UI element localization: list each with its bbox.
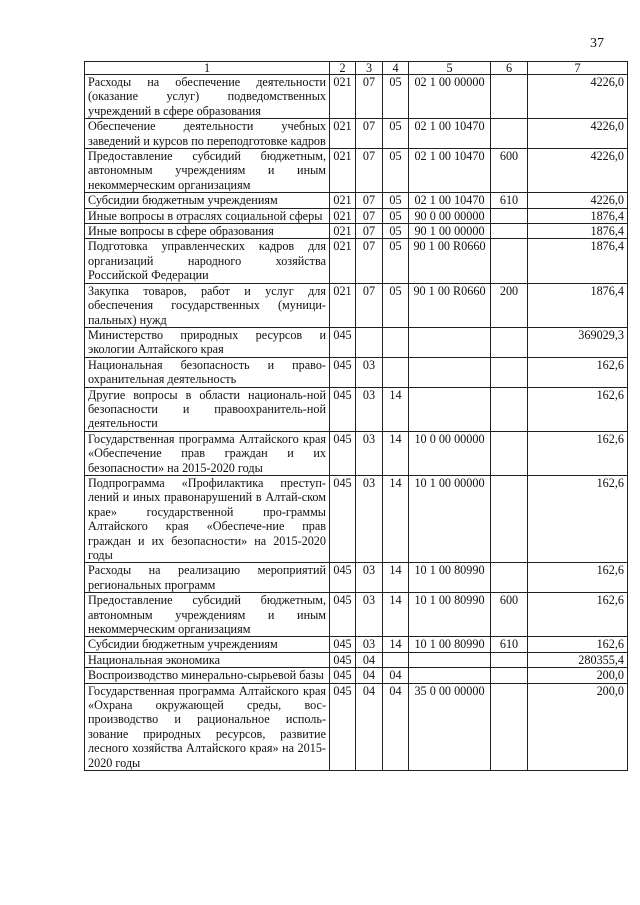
ministry-code: 045 bbox=[330, 668, 356, 683]
table-row bbox=[85, 652, 628, 667]
expense-type-code bbox=[491, 563, 528, 593]
target-article-code: 10 1 00 80990 bbox=[409, 637, 491, 652]
section-code: 07 bbox=[356, 149, 383, 193]
amount: 200,0 bbox=[528, 683, 628, 770]
amount: 4226,0 bbox=[528, 149, 628, 193]
expense-name: Подпрограмма «Профилактика преступ-лений и иных правонарушений в Алтай-ском крае» государственной про-граммы Алтайского края «Обеспече-ние прав граждан и их безопасности» на 2015-2020 годы bbox=[85, 475, 330, 562]
ministry-code: 021 bbox=[330, 149, 356, 193]
amount: 1876,4 bbox=[528, 208, 628, 223]
target-article-code: 10 1 00 80990 bbox=[409, 593, 491, 637]
subsection-code: 05 bbox=[383, 224, 409, 239]
amount: 280355,4 bbox=[528, 652, 628, 667]
amount: 1876,4 bbox=[528, 224, 628, 239]
column-header: 7 bbox=[528, 62, 628, 75]
column-header: 4 bbox=[383, 62, 409, 75]
subsection-code: 04 bbox=[383, 683, 409, 770]
expense-name: Субсидии бюджетным учреждениям bbox=[85, 637, 330, 652]
amount: 1876,4 bbox=[528, 283, 628, 327]
expense-type-code bbox=[491, 387, 528, 431]
table-row bbox=[85, 475, 628, 562]
subsection-code bbox=[383, 652, 409, 667]
target-article-code: 90 1 00 00000 bbox=[409, 224, 491, 239]
column-header: 2 bbox=[330, 62, 356, 75]
expense-name: Расходы на обеспечение деятельности (оказание услуг) подведомственных учреждений в сфере образования bbox=[85, 75, 330, 119]
amount: 162,6 bbox=[528, 593, 628, 637]
expense-name: Расходы на реализацию мероприятий региональных программ bbox=[85, 563, 330, 593]
target-article-code: 02 1 00 10470 bbox=[409, 193, 491, 208]
expense-name: Национальная безопасность и право-охранительная деятельность bbox=[85, 357, 330, 387]
table-row bbox=[85, 119, 628, 149]
expense-name: Государственная программа Алтайского края «Обеспечение прав граждан и их безопасности» на 2015-2020 годы bbox=[85, 431, 330, 475]
subsection-code: 05 bbox=[383, 208, 409, 223]
ministry-code: 021 bbox=[330, 119, 356, 149]
ministry-code: 045 bbox=[330, 637, 356, 652]
table-row bbox=[85, 75, 628, 119]
expense-name: Воспроизводство минерально-сырьевой базы bbox=[85, 668, 330, 683]
target-article-code: 10 1 00 80990 bbox=[409, 563, 491, 593]
subsection-code: 14 bbox=[383, 593, 409, 637]
table-row bbox=[85, 668, 628, 683]
expense-name: Министерство природных ресурсов и экологии Алтайского края bbox=[85, 327, 330, 357]
amount: 162,6 bbox=[528, 357, 628, 387]
expense-type-code bbox=[491, 224, 528, 239]
expense-type-code bbox=[491, 683, 528, 770]
expense-name: Обеспечение деятельности учебных заведений и курсов по переподготовке кадров bbox=[85, 119, 330, 149]
target-article-code: 10 0 00 00000 bbox=[409, 431, 491, 475]
expense-type-code: 600 bbox=[491, 593, 528, 637]
expense-name: Предоставление субсидий бюджетным, автономным учреждениям и иным некоммерческим организациям bbox=[85, 149, 330, 193]
subsection-code: 05 bbox=[383, 193, 409, 208]
expense-name: Государственная программа Алтайского края «Охрана окружающей среды, вос-производство и рациональное исполь-зование природных ресурсов, развитие лесного хозяйства Алтайского края» на 2015-2020 годы bbox=[85, 683, 330, 770]
column-header: 3 bbox=[356, 62, 383, 75]
expense-name: Национальная экономика bbox=[85, 652, 330, 667]
amount: 200,0 bbox=[528, 668, 628, 683]
expense-type-code bbox=[491, 75, 528, 119]
ministry-code: 021 bbox=[330, 283, 356, 327]
target-article-code: 02 1 00 10470 bbox=[409, 119, 491, 149]
ministry-code: 045 bbox=[330, 683, 356, 770]
expense-type-code bbox=[491, 652, 528, 667]
table-row bbox=[85, 327, 628, 357]
expense-type-code bbox=[491, 327, 528, 357]
section-code: 07 bbox=[356, 208, 383, 223]
column-header: 6 bbox=[491, 62, 528, 75]
section-code: 03 bbox=[356, 475, 383, 562]
section-code bbox=[356, 327, 383, 357]
section-code: 07 bbox=[356, 119, 383, 149]
section-code: 04 bbox=[356, 668, 383, 683]
section-code: 03 bbox=[356, 387, 383, 431]
target-article-code bbox=[409, 387, 491, 431]
expense-name: Подготовка управленческих кадров для организаций народного хозяйства Российской Федерации bbox=[85, 239, 330, 283]
expense-name: Иные вопросы в сфере образования bbox=[85, 224, 330, 239]
table-row bbox=[85, 431, 628, 475]
table-row bbox=[85, 387, 628, 431]
ministry-code: 021 bbox=[330, 239, 356, 283]
subsection-code: 04 bbox=[383, 668, 409, 683]
expense-type-code bbox=[491, 239, 528, 283]
table-row bbox=[85, 149, 628, 193]
ministry-code: 045 bbox=[330, 431, 356, 475]
expense-type-code bbox=[491, 119, 528, 149]
section-code: 07 bbox=[356, 224, 383, 239]
ministry-code: 021 bbox=[330, 75, 356, 119]
table-row bbox=[85, 563, 628, 593]
section-code: 07 bbox=[356, 193, 383, 208]
section-code: 03 bbox=[356, 563, 383, 593]
table-row bbox=[85, 239, 628, 283]
target-article-code: 10 1 00 00000 bbox=[409, 475, 491, 562]
expense-type-code: 610 bbox=[491, 637, 528, 652]
target-article-code bbox=[409, 357, 491, 387]
expense-type-code bbox=[491, 668, 528, 683]
subsection-code: 05 bbox=[383, 75, 409, 119]
table-row bbox=[85, 283, 628, 327]
ministry-code: 021 bbox=[330, 208, 356, 223]
budget-table bbox=[84, 61, 628, 771]
ministry-code: 045 bbox=[330, 475, 356, 562]
amount: 162,6 bbox=[528, 431, 628, 475]
expense-type-code bbox=[491, 475, 528, 562]
expense-name: Закупка товаров, работ и услуг для обеспечения государственных (муници-пальных) нужд bbox=[85, 283, 330, 327]
ministry-code: 045 bbox=[330, 357, 356, 387]
subsection-code: 14 bbox=[383, 475, 409, 562]
ministry-code: 045 bbox=[330, 387, 356, 431]
ministry-code: 045 bbox=[330, 593, 356, 637]
table-row bbox=[85, 637, 628, 652]
expense-type-code: 200 bbox=[491, 283, 528, 327]
amount: 162,6 bbox=[528, 387, 628, 431]
section-code: 07 bbox=[356, 239, 383, 283]
amount: 162,6 bbox=[528, 637, 628, 652]
expense-type-code: 600 bbox=[491, 149, 528, 193]
amount: 4226,0 bbox=[528, 193, 628, 208]
page-number: 37 bbox=[590, 36, 604, 51]
section-code: 03 bbox=[356, 593, 383, 637]
subsection-code: 14 bbox=[383, 431, 409, 475]
section-code: 03 bbox=[356, 431, 383, 475]
table-row bbox=[85, 593, 628, 637]
column-header: 1 bbox=[85, 62, 330, 75]
section-code: 04 bbox=[356, 652, 383, 667]
table-row bbox=[85, 208, 628, 223]
expense-type-code: 610 bbox=[491, 193, 528, 208]
table-row bbox=[85, 683, 628, 770]
expense-type-code bbox=[491, 431, 528, 475]
section-code: 03 bbox=[356, 637, 383, 652]
subsection-code bbox=[383, 327, 409, 357]
expense-name: Иные вопросы в отраслях социальной сферы bbox=[85, 208, 330, 223]
subsection-code bbox=[383, 357, 409, 387]
ministry-code: 045 bbox=[330, 327, 356, 357]
expense-type-code bbox=[491, 208, 528, 223]
subsection-code: 05 bbox=[383, 149, 409, 193]
expense-name: Другие вопросы в области националь-ной безопасности и правоохранитель-ной деятельности bbox=[85, 387, 330, 431]
target-article-code: 35 0 00 00000 bbox=[409, 683, 491, 770]
amount: 162,6 bbox=[528, 563, 628, 593]
amount: 4226,0 bbox=[528, 75, 628, 119]
table-row bbox=[85, 224, 628, 239]
subsection-code: 05 bbox=[383, 283, 409, 327]
target-article-code bbox=[409, 327, 491, 357]
target-article-code bbox=[409, 652, 491, 667]
expense-name: Субсидии бюджетным учреждениям bbox=[85, 193, 330, 208]
subsection-code: 05 bbox=[383, 119, 409, 149]
ministry-code: 021 bbox=[330, 193, 356, 208]
expense-type-code bbox=[491, 357, 528, 387]
expense-name: Предоставление субсидий бюджетным, автономным учреждениям и иным некоммерческим организациям bbox=[85, 593, 330, 637]
section-code: 03 bbox=[356, 357, 383, 387]
subsection-code: 14 bbox=[383, 563, 409, 593]
column-header: 5 bbox=[409, 62, 491, 75]
table-row bbox=[85, 193, 628, 208]
column-numbers-row bbox=[85, 62, 628, 75]
ministry-code: 045 bbox=[330, 563, 356, 593]
ministry-code: 021 bbox=[330, 224, 356, 239]
table-row bbox=[85, 357, 628, 387]
subsection-code: 05 bbox=[383, 239, 409, 283]
target-article-code: 90 1 00 R0660 bbox=[409, 239, 491, 283]
target-article-code bbox=[409, 668, 491, 683]
section-code: 04 bbox=[356, 683, 383, 770]
ministry-code: 045 bbox=[330, 652, 356, 667]
subsection-code: 14 bbox=[383, 387, 409, 431]
amount: 1876,4 bbox=[528, 239, 628, 283]
amount: 369029,3 bbox=[528, 327, 628, 357]
subsection-code: 14 bbox=[383, 637, 409, 652]
target-article-code: 02 1 00 10470 bbox=[409, 149, 491, 193]
section-code: 07 bbox=[356, 75, 383, 119]
amount: 4226,0 bbox=[528, 119, 628, 149]
target-article-code: 90 1 00 R0660 bbox=[409, 283, 491, 327]
target-article-code: 90 0 00 00000 bbox=[409, 208, 491, 223]
section-code: 07 bbox=[356, 283, 383, 327]
target-article-code: 02 1 00 00000 bbox=[409, 75, 491, 119]
amount: 162,6 bbox=[528, 475, 628, 562]
